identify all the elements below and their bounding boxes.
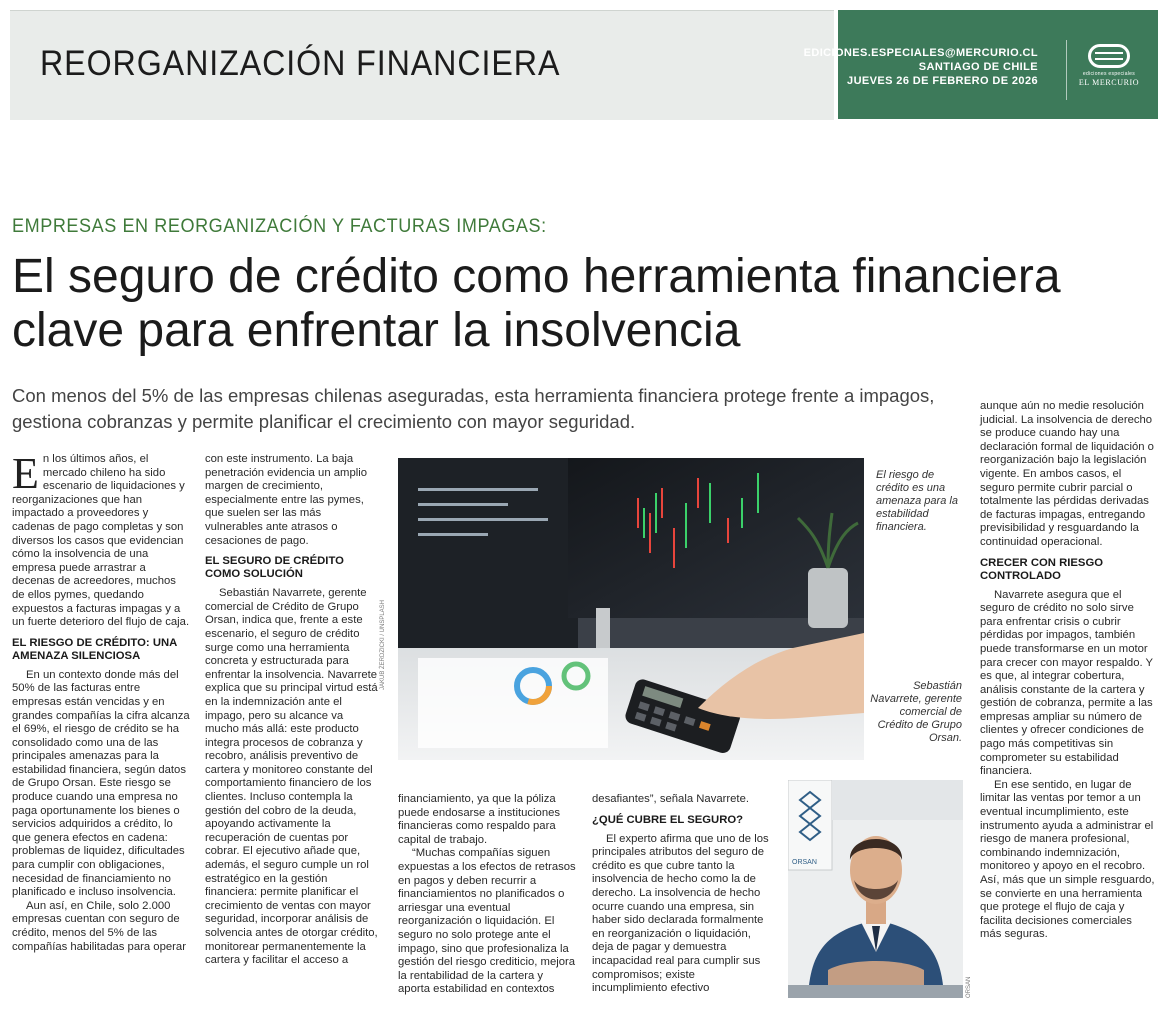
paragraph: El experto afirma que uno de los principales atributos del seguro de crédito es que cubre tanto la insolvencia de hecho como la de derecho. La insolvencia de hecho ocurre cuando una empresa, sin haber sido declarada formalmente en reorganización o liquidación, deja de pagar y demuestra incapacidad real para cumplir sus compromisos; existe incumplimiento efectivo bbox=[592, 832, 769, 995]
paragraph: desafiantes”, señala Navarrete. bbox=[592, 793, 749, 805]
paragraph: En los últimos años, el mercado chileno ha sido escenario de liquidaciones y reorganizaciones que han impactado a proveedores y cadenas de pago completas y son diversos los casos que evidencian cómo la insolvencia de una empresa puede arrastrar a decenas de acreedores, muchos de ellos pymes, quedando expuestos a facturas impagas y a un fuerte deterioro del flujo de caja. bbox=[12, 449, 190, 629]
article-column-5 bbox=[980, 400, 1156, 942]
header-publisher-band bbox=[803, 10, 1158, 119]
subhead-solucion: EL SEGURO DE CRÉDITO COMO SOLUCIÓN bbox=[205, 555, 344, 581]
photo-credit: JAKUB ŻERDZICKI / UNSPLASH bbox=[380, 599, 386, 690]
paragraph: En ese sentido, en lugar de limitar las ventas por temor a un eventual incumplimiento, este instrumento ayuda a administrar el riesgo de manera profesional, combinando indemnización, monitoreo y apoyo en el recobro. Así, más que un simple resguardo, se convierte en una herramienta que protege el flujo de caja y facilita decisiones comerciales más seguras. bbox=[980, 778, 1155, 941]
paragraph: con este instrumento. La baja penetración evidencia un amplio margen de crecimiento, especialmente entre las pymes, que suelen ser las más vulnerables ante atrasos o cesaciones de pago. bbox=[205, 453, 368, 547]
article-kicker: EMPRESAS EN REORGANIZACIÓN Y FACTURAS IMPAGAS: bbox=[12, 216, 547, 237]
trading-screen-photo bbox=[398, 458, 864, 760]
section-title: REORGANIZACIÓN FINANCIERA bbox=[40, 44, 561, 83]
header-city: SANTIAGO DE CHILE bbox=[918, 61, 1038, 73]
drop-cap: E bbox=[12, 449, 39, 498]
paragraph: “Muchas compañías siguen expuestas a los efectos de retrasos en pagos y deben recurrir a financiamientos no planificados o arriesgar una eventual reorganización o liquidación. El seguro no solo protege ante el impago, sino que profesionaliza la gestión del riesgo crediticio, mejora la rentabilidad de la cartera y aporta estabilidad en contextos bbox=[398, 847, 576, 996]
article-column-2 bbox=[205, 453, 380, 968]
article-column-4 bbox=[592, 793, 772, 996]
article-column-1 bbox=[12, 449, 190, 954]
trading-photo-illustration bbox=[398, 458, 864, 760]
paragraph: aunque aún no medie resolución judicial. La insolvencia de derecho se produce cuando hay una declaración formal de liquidación o reorganización bajo la legislación vigente. En ambos casos, el seguro permite cubrir parcial o totalmente las pérdidas derivadas de facturas impagas, entregando previsibilidad y resguardando la continuidad operacional. bbox=[980, 400, 1154, 548]
subhead-crecer: CRECER CON RIESGO CONTROLADO bbox=[980, 556, 1104, 582]
paragraph: financiamiento, ya que la póliza puede endosarse a instituciones financieras como respaldo para capital de trabajo. bbox=[398, 793, 561, 846]
paragraph: Aun así, en Chile, solo 2.000 empresas cuentan con seguro de crédito, menos del 5% de las compañías habilitadas para operar bbox=[12, 899, 186, 953]
header-date: JUEVES 26 DE FEBRERO DE 2026 bbox=[847, 75, 1038, 87]
header-email[interactable]: EDICIONES.ESPECIALES@MERCURIO.CL bbox=[803, 47, 1038, 59]
portrait-credit: ORSAN bbox=[966, 976, 972, 998]
article-headline: El seguro de crédito como herramienta financiera clave para enfrentar la insolvencia bbox=[12, 250, 1061, 357]
portrait-photo bbox=[788, 780, 963, 998]
subhead-cobertura: ¿QUÉ CUBRE EL SEGURO? bbox=[592, 813, 744, 826]
portrait-caption: Sebastián Navarrete, gerente comercial de Crédito de Grupo Orsan. bbox=[870, 680, 962, 744]
article-column-3 bbox=[398, 793, 576, 997]
portrait-sign: ORSAN bbox=[792, 859, 817, 866]
subhead-riesgo: EL RIESGO DE CRÉDITO: UNA AMENAZA SILENCIOSA bbox=[12, 636, 177, 662]
paragraph: En un contexto donde más del 50% de las facturas entre empresas están vencidas y en grandes compañías la cifra alcanza el 69%, el riesgo de crédito se ha consolidado como una de las principales amenazas para la estabilidad financiera, según datos de Grupo Orsan. Este riesgo se produce cuando una empresa no paga oportunamente los bienes o servicios adquiridos a crédito, lo que genera efectos en cadena: problemas de liquidez, dificultades para cumplir con obligaciones, necesidad de financiamiento no planificado e incluso insolvencia. bbox=[12, 668, 190, 899]
logo-name: EL MERCURIO bbox=[1078, 78, 1140, 87]
photo-caption: El riesgo de crédito es una amenaza para la estabilidad financiera. bbox=[876, 469, 958, 533]
paragraph: Sebastián Navarrete, gerente comercial de Crédito de Grupo Orsan, indica que, frente a este escenario, el seguro de crédito surge como una herramienta concreta y estructurada para enfrentar la insolvencia. Navarrete explica que su principal virtud está en la indemnización ante el impago, pero su alcance va mucho más allá: este producto integra procesos de cobranza y recobro, análisis preventivo de cartera y monitoreo constante del comportamiento financiero de los clientes. Incluso contempla la gestión del cobro de la deuda, apoyando activamente la recuperación de cuentas por cobrar. El ejecutivo añade que, además, el seguro cumple un rol estratégico en la gestión financiera: permite planificar el crecimiento de ventas con mayor seguridad, incorporar análisis de solvencia antes de otorgar crédito, monitorear permanentemente la cartera y facilitar el acceso a bbox=[205, 587, 378, 967]
paragraph: Navarrete asegura que el seguro de crédito no solo sirve para enfrentar crisis o cubrir pérdidas por impagos, también puede transformarse en un motor para crecer con mayor respaldo. Y es que, al integrar cobertura, análisis constante de la cartera y gestión de cobranza, permite a las empresas ampliar su número de clientes y ofrecer condiciones de pago más competitivas sin comprometer su estabilidad financiera. bbox=[980, 588, 1153, 778]
logo-subtitle: ediciones especiales bbox=[1082, 71, 1136, 77]
portrait-illustration bbox=[788, 780, 963, 998]
el-mercurio-logo bbox=[1066, 40, 1151, 100]
mercurio-logo-icon bbox=[1088, 44, 1130, 68]
article-deck: Con menos del 5% de las empresas chilenas aseguradas, esta herramienta financiera protege frente a impagos, gestiona cobranzas y permite planificar el crecimiento con mayor seguridad. bbox=[12, 385, 935, 432]
